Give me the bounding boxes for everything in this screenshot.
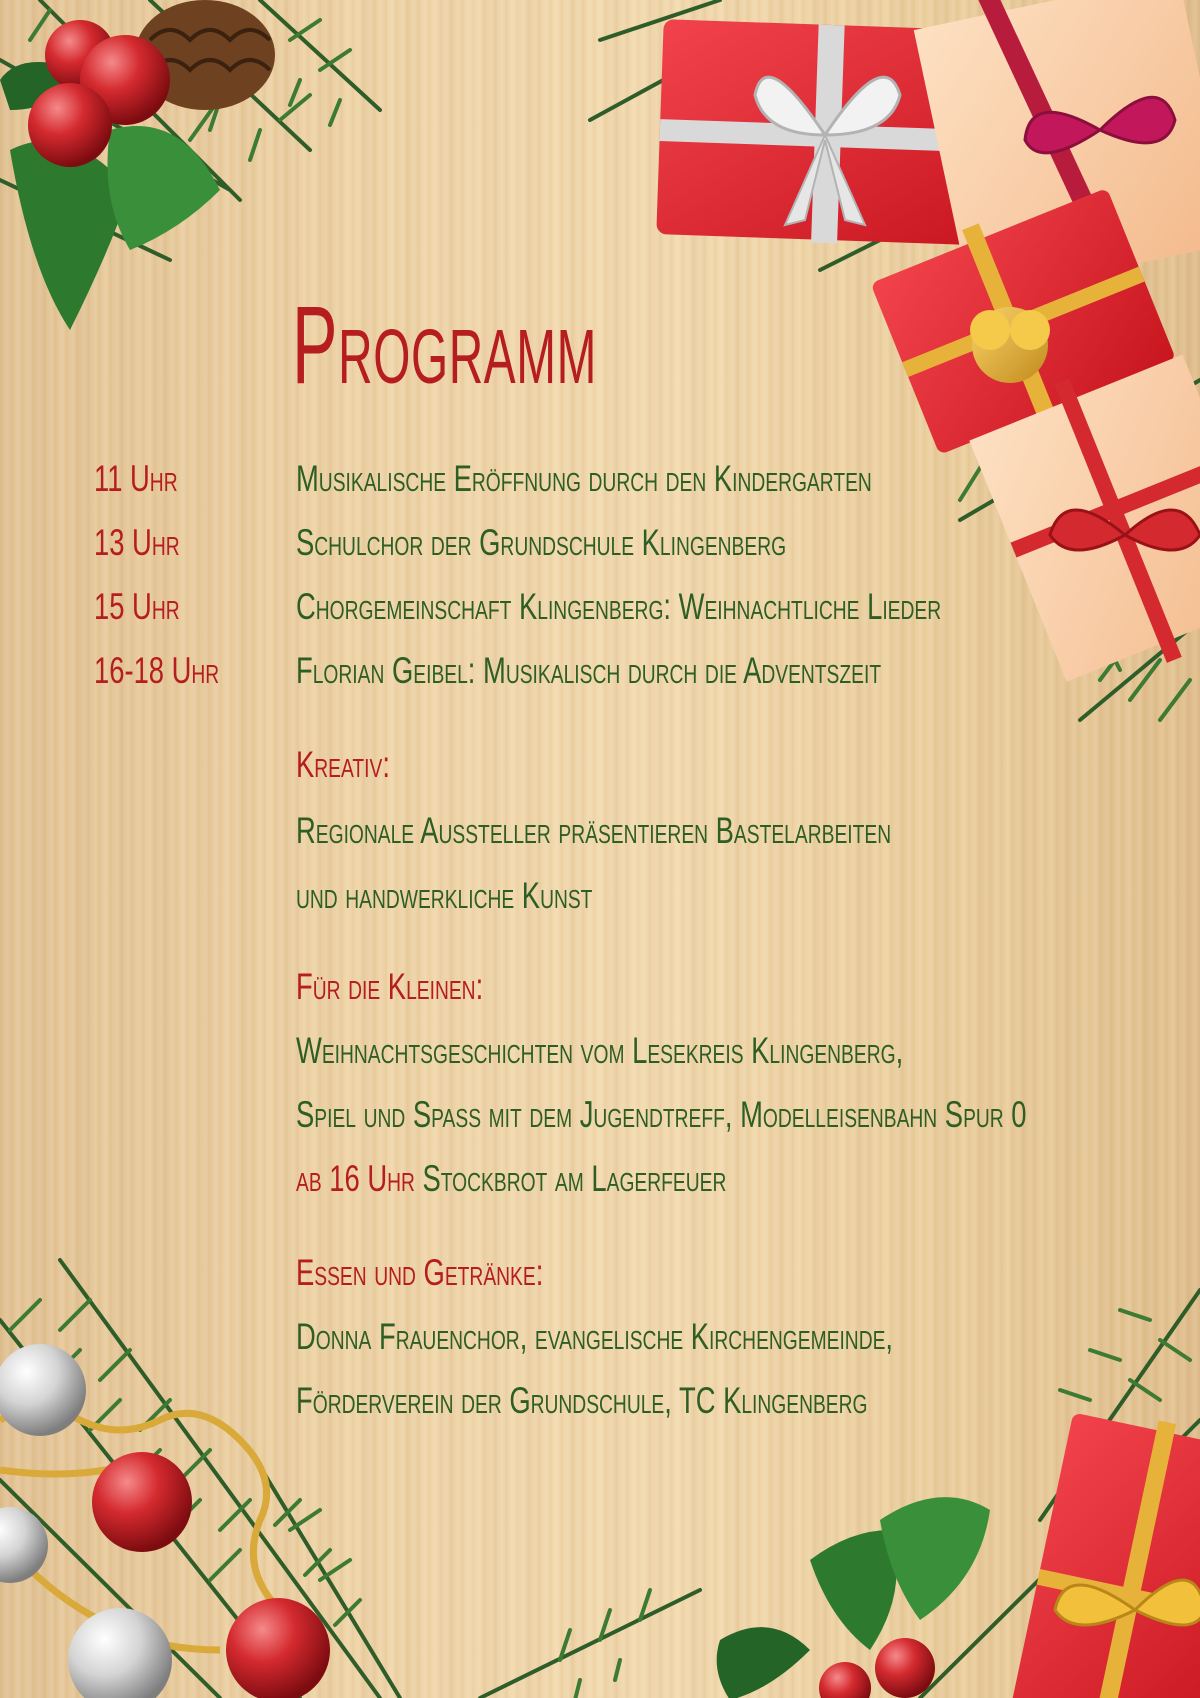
section-heading-kreativ: Kreativ:	[296, 744, 390, 785]
schedule-time: 15 Uhr	[94, 586, 180, 627]
schedule-event: Chorgemeinschaft Klingenberg: Weihnachtliche Lieder	[296, 586, 942, 627]
kreativ-line: und handwerkliche Kunst	[296, 875, 593, 916]
highlight-text: Stockbrot am Lagerfeuer	[422, 1158, 727, 1199]
essen-line: Förderverein der Grundschule, TC Klingenberg	[296, 1380, 868, 1421]
gift-box-bottom-right-icon	[1011, 1412, 1200, 1698]
page-title: Programm	[292, 284, 598, 407]
schedule-event: Schulchor der Grundschule Klingenberg	[296, 522, 787, 563]
essen-line: Donna Frauenchor, evangelische Kirchengemeinde,	[296, 1316, 894, 1357]
red-berries-bottom-icon	[819, 1638, 935, 1698]
schedule-time: 13 Uhr	[94, 522, 180, 563]
section-heading-essen: Essen und Getränke:	[296, 1252, 544, 1293]
kleinen-line: Spiel und Spass mit dem Jugendtreff, Modelleisenbahn Spur 0	[296, 1094, 1027, 1135]
kleinen-line: Weihnachtsgeschichten vom Lesekreis Klingenberg,	[296, 1030, 904, 1071]
highlight-time: ab 16 Uhr	[296, 1158, 415, 1199]
schedule-time: 16-18 Uhr	[94, 650, 220, 691]
section-heading-kleinen: Für die Kleinen:	[296, 966, 484, 1007]
kleinen-stockbrot-line	[296, 1158, 726, 1200]
kreativ-line: Regionale Aussteller präsentieren Bastelarbeiten	[296, 810, 892, 851]
schedule-event: Florian Geibel: Musikalisch durch die Adventszeit	[296, 650, 882, 691]
schedule-event: Musikalische Eröffnung durch den Kindergarten	[296, 458, 872, 499]
schedule-time: 11 Uhr	[94, 458, 178, 499]
